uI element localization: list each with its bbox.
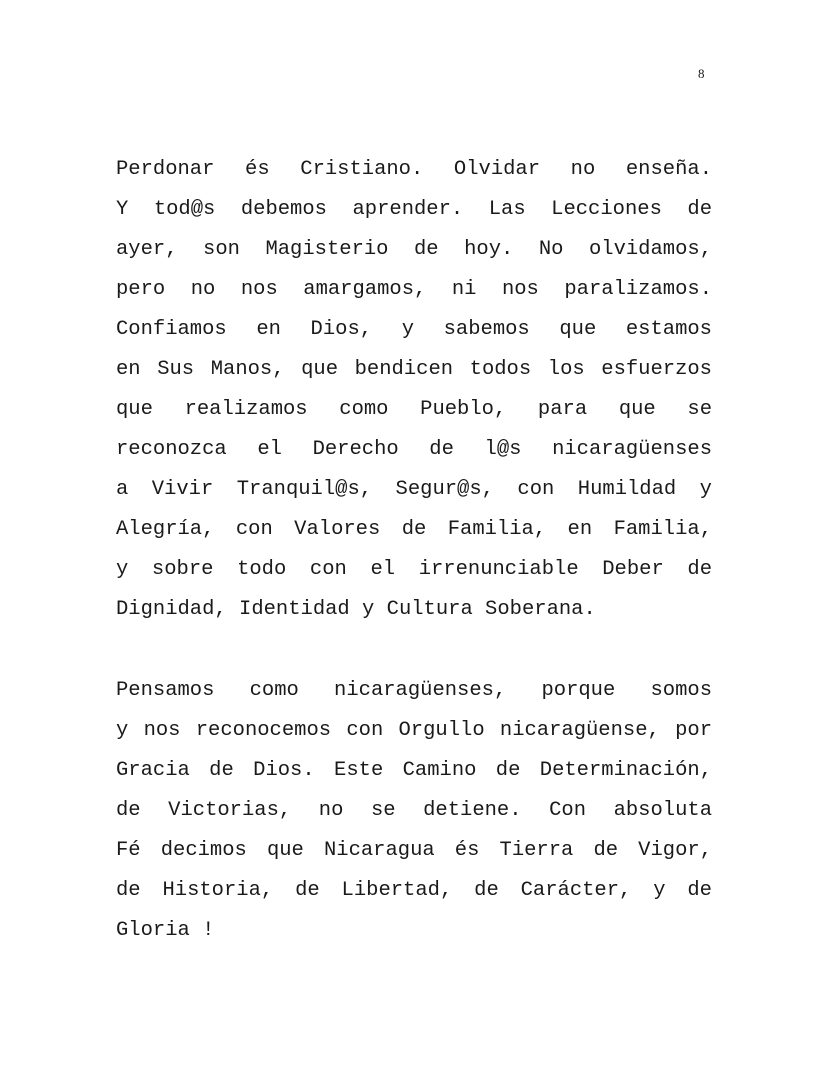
- text-line: Gloria !: [116, 919, 215, 942]
- text-line: que realizamos como Pueblo, para que se: [116, 398, 712, 421]
- text-line: Confiamos en Dios, y sabemos que estamos: [116, 318, 712, 341]
- text-line: a Vivir Tranquil@s, Segur@s, con Humildad y: [116, 478, 712, 501]
- text-line: pero no nos amargamos, ni nos paralizamos.: [116, 278, 712, 301]
- paragraph-1: [116, 150, 712, 630]
- text-line: Fé decimos que Nicaragua és Tierra de Vigor,: [116, 839, 712, 862]
- text-line: Dignidad, Identidad y Cultura Soberana.: [116, 598, 596, 621]
- text-line: de Historia, de Libertad, de Carácter, y de: [116, 879, 712, 902]
- text-line: Alegría, con Valores de Familia, en Familia,: [116, 518, 712, 541]
- text-line: y nos reconocemos con Orgullo nicaragüense, por: [116, 719, 712, 742]
- text-line: Gracia de Dios. Este Camino de Determinación,: [116, 759, 712, 782]
- text-line: y sobre todo con el irrenunciable Deber de: [116, 558, 712, 581]
- text-line: ayer, son Magisterio de hoy. No olvidamos,: [116, 238, 712, 261]
- text-line: reconozca el Derecho de l@s nicaragüenses: [116, 438, 712, 461]
- page-number: 8: [698, 66, 705, 81]
- text-line: de Victorias, no se detiene. Con absoluta: [116, 799, 712, 822]
- text-line: Perdonar és Cristiano. Olvidar no enseña.: [116, 158, 712, 181]
- text-line: Pensamos como nicaragüenses, porque somos: [116, 679, 712, 702]
- paragraph-2: [116, 671, 712, 951]
- text-line: Y tod@s debemos aprender. Las Lecciones de: [116, 198, 712, 221]
- text-line: en Sus Manos, que bendicen todos los esfuerzos: [116, 358, 712, 381]
